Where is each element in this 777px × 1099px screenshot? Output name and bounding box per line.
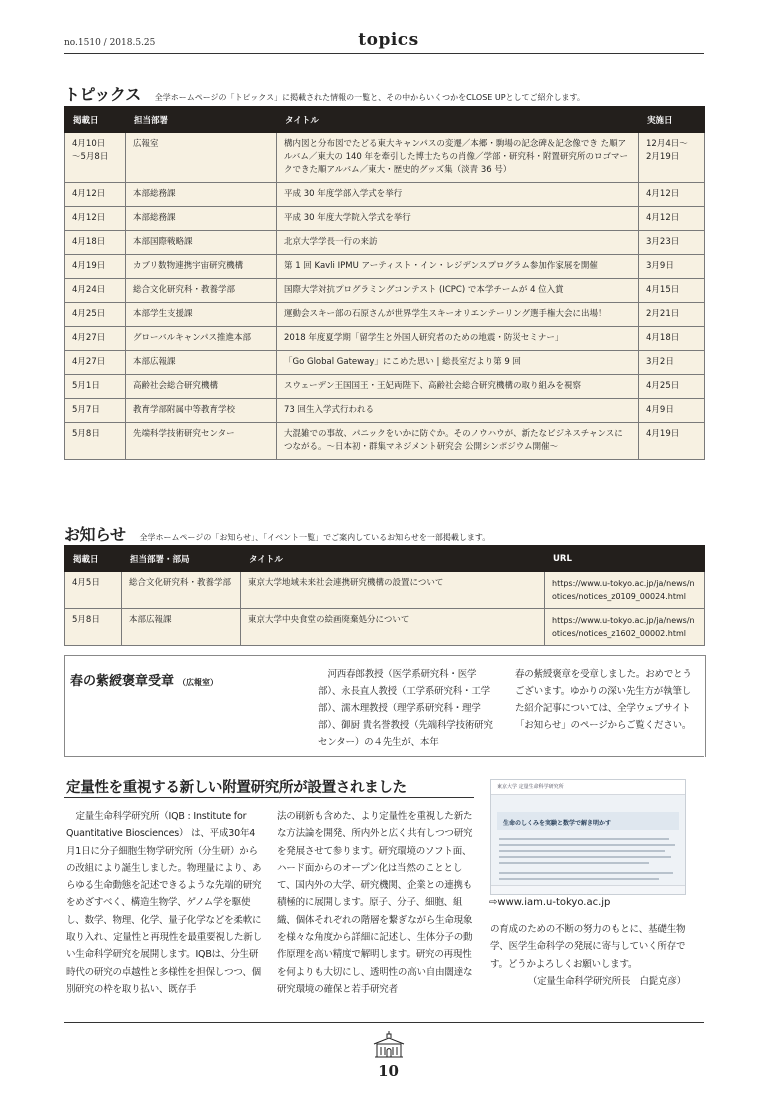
topics-cell: 4月25日 <box>65 303 126 327</box>
topics-row <box>65 133 705 183</box>
topics-cell: 総合文化研究科・教養学部 <box>126 279 277 303</box>
topics-cell: 4月12日 <box>65 183 126 207</box>
spring-column-2: 春の紫綬褒章を受章しました。おめでとうございます。ゆかりの深い先生方が執筆した紹介記事については、全学ウェブサイト「お知らせ」のページからご覧ください。 <box>515 669 692 731</box>
notices-cell: 総合文化研究科・教養学部 <box>122 572 241 609</box>
notices-description: 全学ホームページの「お知らせ」、「イベント一覧」でご案内しているお知らせを一部掲載します。 <box>139 533 491 542</box>
screenshot-headline: 生命のしくみを実験と数学で解き明かす <box>503 820 612 827</box>
topics-cell: 3月2日 <box>639 351 705 375</box>
screenshot-site-name: 東京大学 定量生命科学研究所 <box>497 784 564 790</box>
topics-cell: 本部学生支援課 <box>126 303 277 327</box>
topics-row <box>65 303 705 327</box>
topics-cell: 先端科学技術研究センター <box>126 423 277 460</box>
topics-cell: 第 1 回 Kavli IPMU アーティスト・イン・レジデンスプログラム参加作家展を開催 <box>277 255 639 279</box>
topics-cell: 2月21日 <box>639 303 705 327</box>
topics-cell: 4月18日 <box>639 327 705 351</box>
topics-cell: 広報室 <box>126 133 277 183</box>
spring-award-title <box>70 670 218 689</box>
screenshot-footer <box>491 885 685 894</box>
iqb-title-rule <box>64 797 474 798</box>
topics-cell: 5月7日 <box>65 399 126 423</box>
topics-cell: 平成 30 年度学部入学式を挙行 <box>277 183 639 207</box>
spring-title-source: （広報室） <box>178 678 219 687</box>
notices-title: お知らせ <box>64 525 126 544</box>
topics-cell: 3月23日 <box>639 231 705 255</box>
screenshot-text-line <box>499 878 659 880</box>
page-title: topics <box>358 30 419 50</box>
screenshot-text-line <box>499 872 673 874</box>
topics-row <box>65 255 705 279</box>
topics-row <box>65 375 705 399</box>
screenshot-text-line <box>499 850 665 852</box>
topics-cell: 4月10日 ～5月8日 <box>65 133 126 183</box>
topics-row <box>65 399 705 423</box>
header-rule <box>64 53 704 54</box>
topics-header-date: 掲載日 <box>65 107 126 133</box>
topics-row <box>65 423 705 460</box>
topics-cell: 4月19日 <box>639 423 705 460</box>
topics-row <box>65 279 705 303</box>
notices-cell: 本部広報課 <box>122 609 241 646</box>
notices-header-title: タイトル <box>241 546 545 572</box>
topics-cell: カブリ数物連携宇宙研究機構 <box>126 255 277 279</box>
iqb-column-2: 法の刷新も含めた、より定量性を重視した新たな方法論を開発、所内外と広く共有しつつ研究を発展させて参ります。研究環境のソフト面、ハード面からのオープン化は当然のこととして、国内外の大学、研究機関、企業との連携も積極的に展開します。原子、分子、細胞、組織、個体それぞれの階層を繋ぎながら生命現象を様々な角度から詳細に記述し、生体分子の動作原理を高い精度で解明します。研究の再現性を何よりも大切にし、透明性の高い自由闊達な研究環境の確保と若手研究者 <box>277 811 473 995</box>
notices-cell: 4月5日 <box>65 572 122 609</box>
notices-header-date: 掲載日 <box>65 546 122 572</box>
topics-cell: 本部広報課 <box>126 351 277 375</box>
notices-cell: https://www.u-tokyo.ac.jp/ja/news/notices/notices_z0109_00024.html <box>545 572 705 609</box>
topics-cell: 4月12日 <box>65 207 126 231</box>
topics-cell: 4月15日 <box>639 279 705 303</box>
topics-cell: 4月27日 <box>65 351 126 375</box>
topics-description: 全学ホームページの「トピックス」に掲載された情報の一覧と、その中からいくつかをCLOSE UPとしてご紹介します。 <box>154 93 585 102</box>
spring-box-bottom-rule <box>64 756 704 757</box>
page-number: 10 <box>378 1062 399 1080</box>
screenshot-text-line <box>499 844 675 846</box>
topics-cell: 4月18日 <box>65 231 126 255</box>
iqb-article-title: 定量性を重視する新しい附置研究所が設置されました <box>66 780 407 796</box>
arrow-right-icon: ⇨ <box>489 897 498 908</box>
spring-column-1: 河西春郎教授（医学系研究科・医学部）、永長直人教授（工学系研究科・工学部）、濡木理教授（理学系研究科・理学部）、御厨 貴名誉教授（先端科学技術研究センター）の４先生が、本年 <box>318 669 493 748</box>
notices-heading <box>64 522 490 545</box>
topics-header-title: タイトル <box>277 107 639 133</box>
topics-cell: 4月25日 <box>639 375 705 399</box>
topics-cell: 構内図と分布図でたどる東大キャンパスの変遷／本郷・駒場の記念碑＆記念像でき た順アルバム／東大の 140 年を牽引した博士たちの肖像／学部・研究科・附置研究所のロゴマークできた順アルバム／東大・歴史的グッズ集（淡青 36 号） <box>277 133 639 183</box>
topics-cell: 教育学部附属中等教育学校 <box>126 399 277 423</box>
topics-cell: 本部総務課 <box>126 183 277 207</box>
topics-cell: 4月12日 <box>639 183 705 207</box>
iqb-link-text[interactable]: www.iam.u-tokyo.ac.jp <box>497 897 611 908</box>
topics-row <box>65 183 705 207</box>
topics-cell: 本部国際戦略課 <box>126 231 277 255</box>
topics-cell: 4月24日 <box>65 279 126 303</box>
topics-cell: 4月9日 <box>639 399 705 423</box>
iqb-signature: （定量生命科学研究所長 白髭克彦） <box>527 976 686 987</box>
topics-table <box>64 106 705 460</box>
topics-cell: 国際大学対抗プログラミングコンテスト (ICPC) で本学チームが 4 位入賞 <box>277 279 639 303</box>
topics-cell: 3月9日 <box>639 255 705 279</box>
topics-cell: 5月8日 <box>65 423 126 460</box>
topics-cell: 4月12日 <box>639 207 705 231</box>
topics-cell: 本部総務課 <box>126 207 277 231</box>
notices-cell: https://www.u-tokyo.ac.jp/ja/news/notices/notices_z1602_00002.html <box>545 609 705 646</box>
topics-cell: 5月1日 <box>65 375 126 399</box>
spring-title-text: 春の紫綬褒章受章 <box>70 674 175 689</box>
topics-row <box>65 207 705 231</box>
iqb-column-1: 定量生命科学研究所（IQB : Institute for Quantitative Biosciences） は、平成30年4月1日に分子細胞生物学研究所（分生研）からの改組により誕生しました。物理量により、あらゆる生命動態を記述できるような先端的研究をめざすべく、構造生物学、ゲノム学を駆使し、数学、物理、化学、量子化学などを柔軟に取り入れ、定量性と再現性を最重要視した新しい生命科学研究を展開します。IQBは、分生研時代の研究の卓越性と多様性を担保しつつ、個別研究の枠を取り払い、既存手 <box>66 811 262 995</box>
topics-row <box>65 351 705 375</box>
topics-cell: スウェーデン王国国王・王妃両陛下、高齢社会総合研究機構の取り組みを視察 <box>277 375 639 399</box>
topics-cell: 北京大学学長一行の来訪 <box>277 231 639 255</box>
topics-header-held: 実施日 <box>639 107 705 133</box>
notices-cell: 東京大学地域未来社会連携研究機構の設置について <box>241 572 545 609</box>
notices-cell: 5月8日 <box>65 609 122 646</box>
issue-info: no.1510 / 2018.5.25 <box>64 38 156 48</box>
topics-cell: 4月27日 <box>65 327 126 351</box>
topics-cell: 4月19日 <box>65 255 126 279</box>
topics-title: トピックス <box>64 85 141 104</box>
footer-rule <box>64 1022 704 1023</box>
topics-cell: グローバルキャンパス推進本部 <box>126 327 277 351</box>
topics-row <box>65 327 705 351</box>
iqb-website-link[interactable] <box>489 897 610 908</box>
iqb-column-3: の育成のための不断の努力のもとに、基礎生物学、医学生命科学の発展に寄与していく所存です。どうかよろしくお願いします。 <box>490 924 686 970</box>
screenshot-text-line <box>499 856 671 858</box>
topics-cell: 高齢社会総合研究機構 <box>126 375 277 399</box>
topics-cell: 2018 年度夏学期「留学生と外国人研究者のための地震・防災セミナー」 <box>277 327 639 351</box>
notices-cell: 東京大学中央食堂の絵画廃棄処分について <box>241 609 545 646</box>
screenshot-text-line <box>499 838 669 840</box>
notices-table <box>64 545 705 646</box>
topics-row <box>65 231 705 255</box>
topics-cell: 運動会スキー部の石原さんが世界学生スキーオリエンテーリング選手権大会に出場！ <box>277 303 639 327</box>
notices-header-url: URL <box>545 546 705 572</box>
screenshot-text-line <box>499 862 649 864</box>
topics-heading <box>64 82 585 105</box>
topics-cell: 「Go Global Gateway」にこめた思い | 総長室だより第 9 回 <box>277 351 639 375</box>
topics-cell: 平成 30 年度大学院入学式を挙行 <box>277 207 639 231</box>
notices-header-dept: 担当部署・部局 <box>122 546 241 572</box>
website-screenshot <box>490 779 686 895</box>
notices-row <box>65 572 705 609</box>
topics-cell: 73 回生入学式行われる <box>277 399 639 423</box>
notices-row <box>65 609 705 646</box>
topics-cell: 大混雑での事故、パニックをいかに防ぐか。そのノウハウが、新たなビジネスチャンスにつながる。～日本初・群集マネジメント研究会 公開シンポジウム開催～ <box>277 423 639 460</box>
university-building-icon <box>372 1030 406 1058</box>
topics-cell: 12月4日～ 2月19日 <box>639 133 705 183</box>
topics-header-dept: 担当部署 <box>126 107 277 133</box>
